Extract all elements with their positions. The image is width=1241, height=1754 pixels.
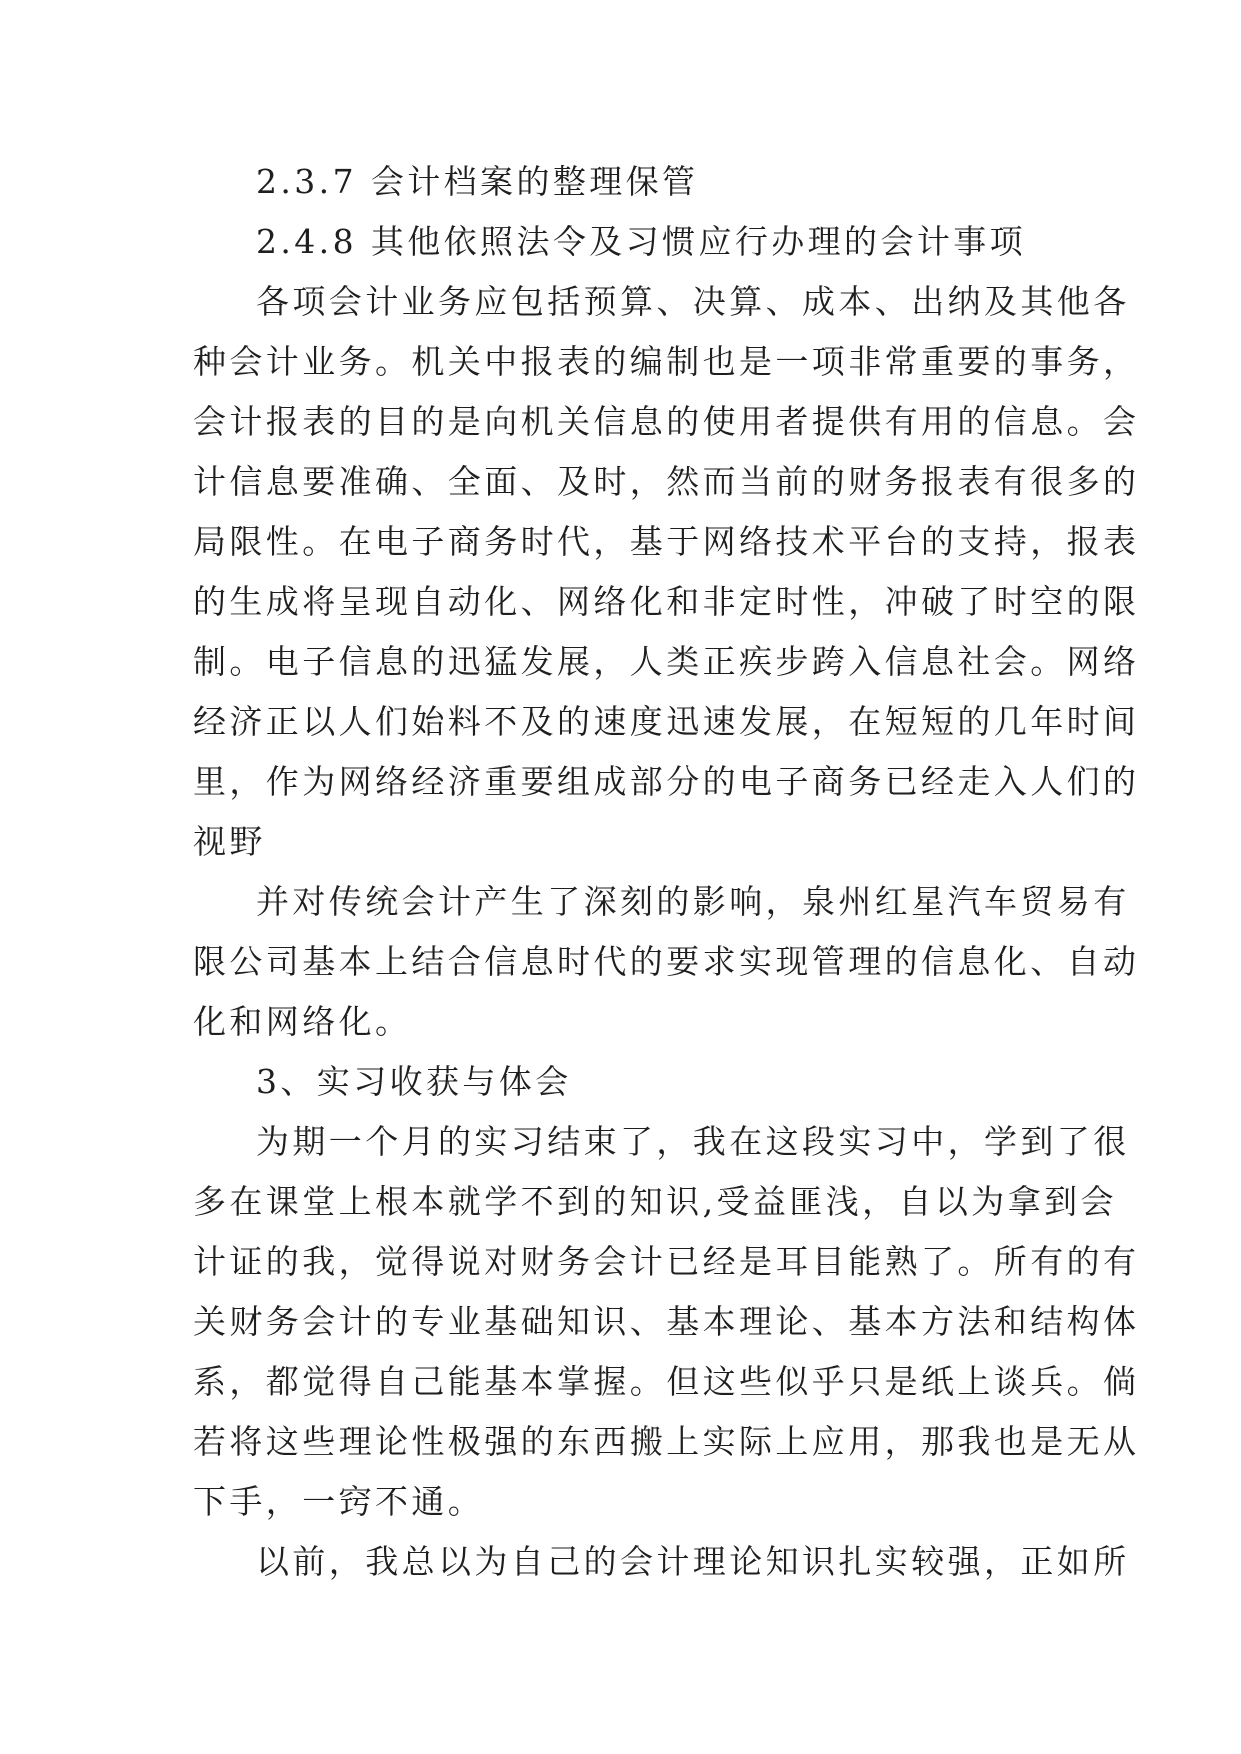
paragraph-line: 的生成将呈现自动化、网络化和非定时性，冲破了时空的限 [193,582,1140,621]
paragraph-line: 若将这些理论性极强的东西搬上实际上应用，那我也是无从 [193,1422,1140,1461]
paragraph-line: 限公司基本上结合信息时代的要求实现管理的信息化、自动 [193,942,1140,981]
paragraph-line: 为期一个月的实习结束了，我在这段实习中，学到了很 [256,1122,1130,1161]
heading-2-4-8: 2.4.8 其他依照法令及习惯应行办理的会计事项 [256,222,1027,261]
heading-2-3-7: 2.3.7 会计档案的整理保管 [256,162,699,201]
paragraph-line: 会计报表的目的是向机关信息的使用者提供有用的信息。会 [193,402,1140,441]
paragraph-line: 多在课堂上根本就学不到的知识,受益匪浅，自以为拿到会 [193,1182,1117,1221]
paragraph-line: 局限性。在电子商务时代，基于网络技术平台的支持，报表 [193,522,1140,561]
paragraph-line: 以前，我总以为自己的会计理论知识扎实较强，正如所 [256,1542,1130,1581]
paragraph-line: 种会计业务。机关中报表的编制也是一项非常重要的事务， [193,342,1140,381]
paragraph-line: 计证的我，觉得说对财务会计已经是耳目能熟了。所有的有 [193,1242,1140,1281]
paragraph-line: 系，都觉得自己能基本掌握。但这些似乎只是纸上谈兵。倘 [193,1362,1140,1401]
paragraph-line: 经济正以人们始料不及的速度迅速发展，在短短的几年时间 [193,702,1140,741]
paragraph-line: 下手，一窍不通。 [193,1482,485,1521]
paragraph-line: 化和网络化。 [193,1002,412,1041]
paragraph-line: 并对传统会计产生了深刻的影响，泉州红星汽车贸易有 [256,882,1130,921]
paragraph-line: 制。电子信息的迅猛发展，人类正疾步跨入信息社会。网络 [193,642,1140,681]
paragraph-line: 关财务会计的专业基础知识、基本理论、基本方法和结构体 [193,1302,1140,1341]
paragraph-line: 视野 [193,822,266,861]
section-heading-3: 3、实习收获与体会 [256,1062,572,1101]
paragraph-line: 计信息要准确、全面、及时，然而当前的财务报表有很多的 [193,462,1140,501]
paragraph-line: 各项会计业务应包括预算、决算、成本、出纳及其他各 [256,282,1130,321]
paragraph-line: 里，作为网络经济重要组成部分的电子商务已经走入人们的 [193,762,1140,801]
